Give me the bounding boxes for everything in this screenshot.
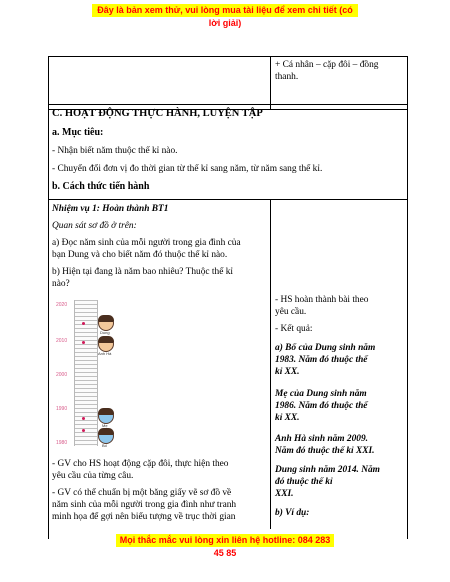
birth-marker: [82, 341, 85, 344]
objective-1: - Nhận biết năm thuộc thế kỉ nào.: [52, 146, 178, 156]
observe-text: Quan sát sơ đồ ở trên:: [52, 221, 137, 231]
answer-bo-3: kỉ XX.: [275, 367, 300, 377]
birth-year-timeline: [54, 298, 126, 450]
person-label: Dung: [100, 330, 110, 335]
gv-instruction-2-line-1: - GV có thể chuẩn bị một băng giấy vẽ sơ đồ về: [52, 488, 232, 498]
hs-line-1: - HS hoàn thành bài theo: [275, 295, 369, 305]
question-b-line-1: b) Hiện tại đang là năm bao nhiêu? Thuộc thế kỉ: [52, 267, 234, 277]
hotline-banner: Mọi thắc mắc vui lòng xin liên hệ hotline: 084 283 45 85: [116, 534, 334, 547]
year-label: 1990: [56, 406, 68, 412]
top-right-text-2: thanh.: [275, 72, 299, 82]
person-label: Mẹ: [102, 423, 108, 428]
year-label: 2010: [56, 338, 68, 344]
question-a-line-1: a) Đọc năm sinh của mỗi người trong gia đình của: [52, 238, 241, 248]
question-b-line-2: nào?: [52, 279, 70, 289]
objective-heading: a. Mục tiêu:: [52, 127, 104, 138]
timeline-ruler: [74, 300, 98, 446]
example-label: b) Ví dụ:: [275, 508, 310, 518]
top-right-text-1: + Cá nhân – cặp đôi – đồng: [275, 60, 379, 70]
answer-dung-2: đó thuộc thế kỉ: [275, 477, 333, 487]
answer-me-1: Mẹ của Dung sinh năm: [275, 389, 367, 399]
question-a-line-2: bạn Dung và cho biết năm đó thuộc thế kỉ nào.: [52, 250, 228, 260]
answer-me-2: 1986. Năm đó thuộc thế: [275, 401, 368, 411]
answer-me-3: kỉ XX.: [275, 413, 300, 423]
person-label: Anh Hà: [98, 351, 112, 356]
answer-dung-1: Dung sinh năm 2014. Năm: [275, 465, 380, 475]
answer-bo-2: 1983. Năm đó thuộc thế: [275, 355, 368, 365]
bo-avatar: [98, 428, 114, 444]
objective-2: - Chuyển đổi đơn vị đo thời gian từ thế kỉ sang năm, từ năm sang thế kỉ.: [52, 164, 323, 174]
hs-line-2: yêu cầu.: [275, 307, 307, 317]
section-title: C. HOẠT ĐỘNG THỰC HÀNH, LUYỆN TẬP: [52, 108, 263, 119]
answer-dung-3: XXI.: [275, 489, 294, 499]
year-label: 2000: [56, 372, 68, 378]
preview-banner: Đây là bản xem thử, vui lòng mua tài liệu để xem chi tiết (có lời giải): [92, 4, 358, 17]
gv-instruction-2-line-2: năm sinh của mỗi người trong gia đình như tranh: [52, 500, 237, 510]
task-title: Nhiệm vụ 1: Hoàn thành BT1: [52, 204, 169, 214]
gv-instruction-1-line-1: - GV cho HS hoạt động cặp đôi, thực hiện theo: [52, 459, 229, 469]
method-heading: b. Cách thức tiến hành: [52, 181, 150, 192]
gv-instruction-1-line-2: yêu cầu của từng câu.: [52, 471, 134, 481]
dung-avatar: [98, 315, 114, 331]
birth-marker: [82, 429, 85, 432]
result-label: - Kết quả:: [275, 324, 313, 334]
anh-ha-avatar: [98, 336, 114, 352]
gv-instruction-2-line-3: minh họa để gợi nên biểu tượng về trục thời gian: [52, 512, 236, 522]
person-label: Bố: [102, 443, 107, 448]
activity-table-divider: [270, 199, 271, 529]
answer-anh-ha-1: Anh Hà sinh năm 2009.: [275, 434, 369, 444]
birth-marker: [82, 417, 85, 420]
me-avatar: [98, 408, 114, 424]
top-table-divider: [270, 56, 271, 110]
year-label: 2020: [56, 302, 68, 308]
answer-bo-1: a) Bố của Dung sinh năm: [275, 343, 376, 353]
birth-marker: [82, 322, 85, 325]
year-label: 1980: [56, 440, 68, 446]
answer-anh-ha-2: Năm đó thuộc thế kỉ XXI.: [275, 446, 375, 456]
